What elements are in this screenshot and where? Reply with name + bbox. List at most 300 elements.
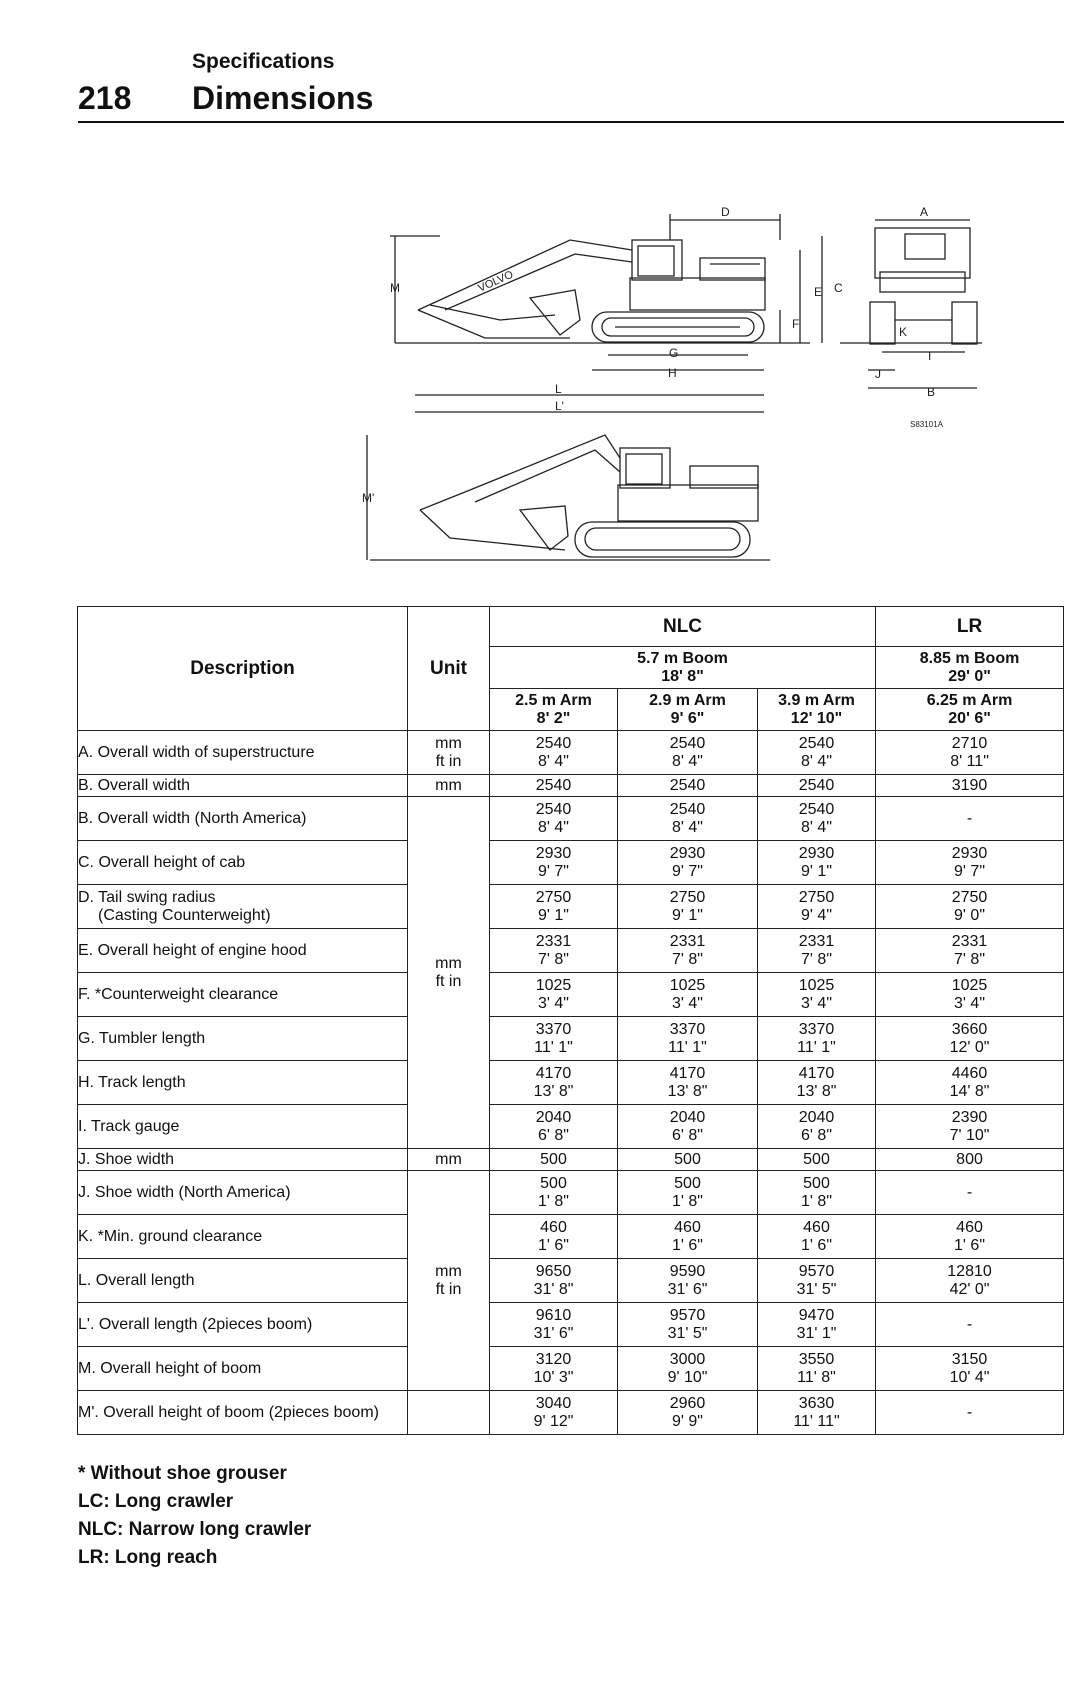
value-imperial: 9' 7": [672, 862, 703, 880]
value-imperial: 11' 11": [793, 1412, 840, 1430]
label-L: L: [555, 382, 562, 396]
value-imperial: 8' 4": [672, 752, 703, 770]
section-title: Specifications: [192, 50, 335, 73]
label-D: D: [721, 205, 730, 219]
boom-nlc-imperial: 18' 8": [661, 667, 704, 685]
table-row: [78, 1017, 1064, 1061]
value-imperial: 7' 8": [538, 950, 569, 968]
table-row: [78, 841, 1064, 885]
value-imperial: 10' 4": [949, 1368, 990, 1386]
label-K: K: [899, 325, 908, 339]
value-metric: 3370: [535, 1020, 572, 1038]
value-metric: 2710: [951, 734, 988, 752]
row-description: [78, 1149, 408, 1171]
value-imperial: 8' 4": [672, 818, 703, 836]
value-imperial: 11' 1": [534, 1038, 573, 1056]
value-cell: [618, 1171, 758, 1215]
value-cell: [490, 1061, 618, 1105]
value-imperial: 31' 5": [796, 1280, 837, 1298]
value-metric: 2040: [669, 1108, 706, 1126]
value-metric: 2540: [669, 800, 706, 818]
row-description: [78, 1347, 408, 1391]
value-metric: 2540: [535, 800, 572, 818]
value-imperial: 31' 1": [796, 1324, 837, 1342]
value-imperial: 8' 4": [801, 752, 832, 770]
header-lr: LR: [876, 607, 1064, 647]
value-imperial: 6' 8": [672, 1126, 703, 1144]
value-metric: 460: [674, 1218, 701, 1236]
drawing-code: S83101A: [910, 420, 943, 429]
value-cell: [876, 797, 1064, 841]
value-cell: [490, 1017, 618, 1061]
value-imperial: 13' 8": [667, 1082, 708, 1100]
label-M: M: [390, 281, 400, 295]
value-imperial: 8' 4": [538, 818, 569, 836]
value-metric: 2750: [798, 888, 835, 906]
value-imperial: 8' 4": [801, 818, 832, 836]
unit-mm: mm: [435, 1262, 462, 1280]
value-cell: [490, 1303, 618, 1347]
value-cell: [876, 1149, 1064, 1171]
unit-cell: [408, 1149, 490, 1171]
value-cell: [758, 1171, 876, 1215]
description-text: M. Overall height of boom: [78, 1359, 262, 1377]
row-description: [78, 1303, 408, 1347]
value-metric: 3150: [951, 1350, 988, 1368]
table-row: [78, 885, 1064, 929]
value-cell: [876, 973, 1064, 1017]
value-cell: [618, 1017, 758, 1061]
value-imperial: 11' 1": [797, 1038, 836, 1056]
boom-nlc-metric: 5.7 m Boom: [637, 649, 728, 667]
value-metric: 3120: [535, 1350, 572, 1368]
side-view-excavator: [390, 214, 822, 412]
value-cell: [876, 1259, 1064, 1303]
page-header: [0, 0, 1089, 130]
value-cell: [758, 1061, 876, 1105]
header-boom-nlc: [490, 647, 876, 689]
value-imperial: 11' 1": [668, 1038, 707, 1056]
value-cell: [758, 1259, 876, 1303]
row-description: [78, 885, 408, 929]
value-metric: 2930: [669, 844, 706, 862]
value-metric: 2750: [951, 888, 988, 906]
value-cell: [618, 841, 758, 885]
value-cell: [758, 1105, 876, 1149]
value-metric: 2540: [798, 776, 835, 794]
value-cell: [490, 929, 618, 973]
table-row: [78, 1061, 1064, 1105]
footnote-lc: LC: Long crawler: [78, 1491, 234, 1512]
value-imperial: 11' 8": [797, 1368, 836, 1386]
table-row: [78, 1215, 1064, 1259]
row-description: [78, 1391, 408, 1435]
value-cell: [758, 1391, 876, 1435]
value-cell: [758, 731, 876, 775]
value-cell: [876, 841, 1064, 885]
value-cell: [490, 885, 618, 929]
header-arm-3-9: [758, 689, 876, 731]
value-metric: 1025: [535, 976, 572, 994]
value-imperial: 3' 4": [801, 994, 832, 1012]
value-cell: [876, 775, 1064, 797]
description-text: H. Track length: [78, 1073, 186, 1091]
value-metric: 2331: [798, 932, 835, 950]
unit-mm: mm: [435, 1150, 462, 1168]
value-cell: [876, 1171, 1064, 1215]
value-metric: -: [966, 1403, 973, 1421]
value-cell: [490, 1259, 618, 1303]
value-metric: 2540: [798, 734, 835, 752]
value-imperial: 13' 8": [533, 1082, 574, 1100]
value-imperial: 31' 6": [533, 1324, 574, 1342]
table-row: [78, 731, 1064, 775]
value-cell: [758, 1303, 876, 1347]
description-subtext: (Casting Counterweight): [98, 906, 271, 924]
value-metric: 800: [956, 1150, 983, 1168]
value-imperial: 31' 8": [533, 1280, 574, 1298]
value-metric: 3000: [669, 1350, 706, 1368]
value-cell: [758, 1149, 876, 1171]
value-imperial: 9' 4": [801, 906, 832, 924]
label-H: H: [668, 366, 677, 380]
two-piece-boom-excavator: [367, 435, 770, 560]
value-metric: 1025: [669, 976, 706, 994]
value-cell: [490, 731, 618, 775]
value-metric: 2040: [535, 1108, 572, 1126]
header-nlc: NLC: [490, 607, 876, 647]
table-row: [78, 929, 1064, 973]
value-metric: 4460: [951, 1064, 988, 1082]
footnote-lr: LR: Long reach: [78, 1547, 218, 1568]
row-description: [78, 797, 408, 841]
value-cell: [618, 1259, 758, 1303]
label-L-prime: L': [555, 399, 564, 413]
row-description: [78, 1259, 408, 1303]
value-imperial: 9' 1": [801, 862, 832, 880]
value-metric: 1025: [798, 976, 835, 994]
description-text: B. Overall width (North America): [78, 809, 307, 827]
value-metric: 2750: [669, 888, 706, 906]
value-metric: 12810: [947, 1262, 992, 1280]
header-arm-2-5: [490, 689, 618, 731]
arm-imperial: 9' 6": [670, 709, 705, 727]
value-metric: 9470: [798, 1306, 835, 1324]
value-imperial: 1' 6": [672, 1236, 703, 1254]
value-metric: 2960: [669, 1394, 706, 1412]
value-imperial: 7' 10": [949, 1126, 990, 1144]
unit-mm: mm: [435, 954, 462, 972]
description-text: I. Track gauge: [78, 1117, 180, 1135]
label-C: C: [834, 281, 843, 295]
value-imperial: 9' 0": [954, 906, 986, 924]
value-cell: [876, 1105, 1064, 1149]
value-metric: 2540: [669, 734, 706, 752]
value-cell: [758, 1215, 876, 1259]
label-B: B: [927, 385, 936, 399]
value-imperial: 13' 8": [796, 1082, 837, 1100]
value-cell: [876, 1215, 1064, 1259]
header-arm-2-9: [618, 689, 758, 731]
value-cell: [490, 797, 618, 841]
arm-metric: 2.9 m Arm: [649, 691, 726, 709]
value-metric: 9570: [798, 1262, 835, 1280]
value-cell: [758, 929, 876, 973]
boom-lr-metric: 8.85 m Boom: [919, 649, 1020, 667]
value-metric: 2930: [535, 844, 572, 862]
page-title: Dimensions: [192, 80, 374, 116]
value-metric: -: [966, 1315, 973, 1333]
value-metric: 2331: [669, 932, 706, 950]
value-metric: 3370: [798, 1020, 835, 1038]
table-row: [78, 1171, 1064, 1215]
value-metric: 460: [956, 1218, 983, 1236]
value-imperial: 8' 4": [538, 752, 569, 770]
value-imperial: 7' 8": [954, 950, 986, 968]
value-metric: 2930: [951, 844, 988, 862]
label-F: F: [792, 317, 800, 331]
value-cell: [618, 929, 758, 973]
arm-metric: 3.9 m Arm: [778, 691, 855, 709]
front-view-excavator: [840, 220, 982, 388]
value-cell: [490, 1391, 618, 1435]
header-boom-lr: [876, 647, 1064, 689]
value-metric: 460: [803, 1218, 830, 1236]
value-metric: 500: [674, 1150, 701, 1168]
value-cell: [758, 797, 876, 841]
unit-ftin: ft in: [435, 1280, 462, 1298]
value-metric: 1025: [951, 976, 988, 994]
value-imperial: 14' 8": [949, 1082, 990, 1100]
unit-mm: mm: [435, 734, 462, 752]
value-cell: [618, 885, 758, 929]
label-A: A: [920, 205, 929, 219]
value-imperial: 1' 6": [538, 1236, 569, 1254]
value-cell: [876, 929, 1064, 973]
description-text: L. Overall length: [78, 1271, 195, 1289]
value-metric: 3040: [535, 1394, 572, 1412]
value-metric: 3190: [951, 776, 988, 794]
value-cell: [490, 841, 618, 885]
boom-logo-text: VOLVO: [476, 268, 516, 295]
value-cell: [876, 1347, 1064, 1391]
description-text: J. Shoe width: [78, 1150, 175, 1168]
value-imperial: 9' 7": [954, 862, 986, 880]
value-imperial: 7' 8": [801, 950, 832, 968]
description-text: M'. Overall height of boom (2pieces boom): [78, 1403, 379, 1421]
value-metric: 2750: [535, 888, 572, 906]
value-metric: 4170: [798, 1064, 835, 1082]
row-description: [78, 1017, 408, 1061]
value-imperial: 10' 3": [533, 1368, 574, 1386]
value-imperial: 9' 10": [667, 1368, 708, 1386]
value-cell: [618, 1149, 758, 1171]
row-description: [78, 841, 408, 885]
row-description: [78, 731, 408, 775]
value-cell: [618, 1303, 758, 1347]
value-cell: [490, 775, 618, 797]
value-imperial: 3' 4": [672, 994, 703, 1012]
value-cell: [618, 1105, 758, 1149]
value-metric: 500: [540, 1150, 567, 1168]
value-metric: 500: [803, 1174, 830, 1192]
description-text: J. Shoe width (North America): [78, 1183, 291, 1201]
value-cell: [618, 775, 758, 797]
table-row: [78, 1149, 1064, 1171]
value-metric: 2040: [798, 1108, 835, 1126]
description-text: L'. Overall length (2pieces boom): [78, 1315, 313, 1333]
unit-cell: [408, 775, 490, 797]
value-imperial: 9' 7": [538, 862, 569, 880]
row-description: [78, 1215, 408, 1259]
description-text: K. *Min. ground clearance: [78, 1227, 263, 1245]
label-E: E: [814, 285, 823, 299]
unit-cell: [408, 1171, 490, 1391]
value-metric: 2540: [535, 734, 572, 752]
table-row: [78, 973, 1064, 1017]
value-metric: 2540: [669, 776, 706, 794]
value-metric: 4170: [669, 1064, 706, 1082]
value-metric: 2540: [798, 800, 835, 818]
table-row: [78, 1259, 1064, 1303]
arm-metric: 6.25 m Arm: [926, 691, 1013, 709]
label-I: I: [928, 349, 932, 363]
table-body: [78, 731, 1064, 1435]
value-imperial: 31' 5": [667, 1324, 708, 1342]
value-metric: 2390: [951, 1108, 988, 1126]
value-metric: 500: [674, 1174, 701, 1192]
value-cell: [618, 1215, 758, 1259]
value-cell: [758, 973, 876, 1017]
description-text: B. Overall width: [78, 776, 191, 794]
value-cell: [876, 1061, 1064, 1105]
table-row: [78, 1303, 1064, 1347]
value-metric: 9650: [535, 1262, 572, 1280]
value-imperial: 3' 4": [954, 994, 986, 1012]
page-number: 218: [78, 80, 132, 116]
value-imperial: 1' 8": [538, 1192, 569, 1210]
value-metric: 9610: [535, 1306, 572, 1324]
value-imperial: 9' 1": [538, 906, 569, 924]
value-imperial: 1' 8": [672, 1192, 703, 1210]
arm-imperial: 20' 6": [948, 709, 991, 727]
arm-imperial: 12' 10": [790, 709, 843, 727]
value-cell: [876, 1017, 1064, 1061]
value-cell: [618, 973, 758, 1017]
value-cell: [876, 1391, 1064, 1435]
dimensions-table: [77, 606, 1064, 1435]
value-metric: 3630: [798, 1394, 835, 1412]
value-cell: [490, 1149, 618, 1171]
unit-ftin: ft in: [435, 752, 462, 770]
value-cell: [758, 1347, 876, 1391]
value-imperial: 1' 6": [954, 1236, 986, 1254]
value-cell: [618, 797, 758, 841]
value-cell: [490, 1171, 618, 1215]
arm-imperial: 8' 2": [536, 709, 571, 727]
value-metric: 9570: [669, 1306, 706, 1324]
value-metric: -: [966, 1183, 973, 1201]
value-imperial: 6' 8": [801, 1126, 832, 1144]
value-metric: 2331: [951, 932, 988, 950]
value-cell: [490, 973, 618, 1017]
header-description: Description: [78, 607, 408, 731]
unit-cell: [408, 1391, 490, 1435]
value-cell: [876, 1303, 1064, 1347]
label-J: J: [875, 367, 881, 381]
unit-mm: mm: [435, 776, 462, 794]
value-metric: 4170: [535, 1064, 572, 1082]
row-description: [78, 1061, 408, 1105]
row-description: [78, 929, 408, 973]
value-metric: 9590: [669, 1262, 706, 1280]
excavator-dimension-diagram: [362, 205, 1070, 610]
unit-cell: [408, 797, 490, 1149]
header-unit: Unit: [408, 607, 490, 731]
row-description: [78, 973, 408, 1017]
value-metric: 2540: [535, 776, 572, 794]
table-row: [78, 1105, 1064, 1149]
header-rule: [78, 121, 1064, 123]
value-cell: [758, 775, 876, 797]
table-row: [78, 1347, 1064, 1391]
row-description: [78, 775, 408, 797]
value-cell: [618, 1061, 758, 1105]
description-text: G. Tumbler length: [78, 1029, 206, 1047]
unit-ftin: ft in: [435, 972, 462, 990]
value-cell: [618, 1347, 758, 1391]
value-imperial: 31' 6": [667, 1280, 708, 1298]
value-imperial: 1' 6": [801, 1236, 832, 1254]
description-text: E. Overall height of engine hood: [78, 941, 307, 959]
value-imperial: 6' 8": [538, 1126, 569, 1144]
description-text: F. *Counterweight clearance: [78, 985, 279, 1003]
value-metric: 3370: [669, 1020, 706, 1038]
label-G: G: [669, 346, 679, 360]
value-metric: -: [966, 809, 973, 827]
value-cell: [490, 1105, 618, 1149]
value-imperial: 8' 11": [950, 752, 989, 770]
value-metric: 2930: [798, 844, 835, 862]
row-description: [78, 1105, 408, 1149]
description-text: A. Overall width of superstructure: [78, 743, 315, 761]
arm-metric: 2.5 m Arm: [515, 691, 592, 709]
value-imperial: 42' 0": [949, 1280, 990, 1298]
value-cell: [758, 885, 876, 929]
table-row: [78, 797, 1064, 841]
value-cell: [490, 1215, 618, 1259]
table-row: [78, 1391, 1064, 1435]
value-cell: [490, 1347, 618, 1391]
value-metric: 3660: [951, 1020, 988, 1038]
value-metric: 2331: [535, 932, 572, 950]
value-cell: [618, 1391, 758, 1435]
value-metric: 460: [540, 1218, 567, 1236]
value-imperial: 9' 12": [533, 1412, 574, 1430]
row-description: [78, 1171, 408, 1215]
value-imperial: 3' 4": [538, 994, 569, 1012]
value-imperial: 9' 1": [672, 906, 703, 924]
value-imperial: 1' 8": [801, 1192, 832, 1210]
description-text: C. Overall height of cab: [78, 853, 246, 871]
value-cell: [758, 1017, 876, 1061]
value-metric: 500: [540, 1174, 567, 1192]
footnotes: [78, 1460, 311, 1572]
value-imperial: 7' 8": [672, 950, 703, 968]
description-text: D. Tail swing radius: [78, 888, 216, 906]
boom-lr-imperial: 29' 0": [948, 667, 991, 685]
header-arm-6-25: [876, 689, 1064, 731]
